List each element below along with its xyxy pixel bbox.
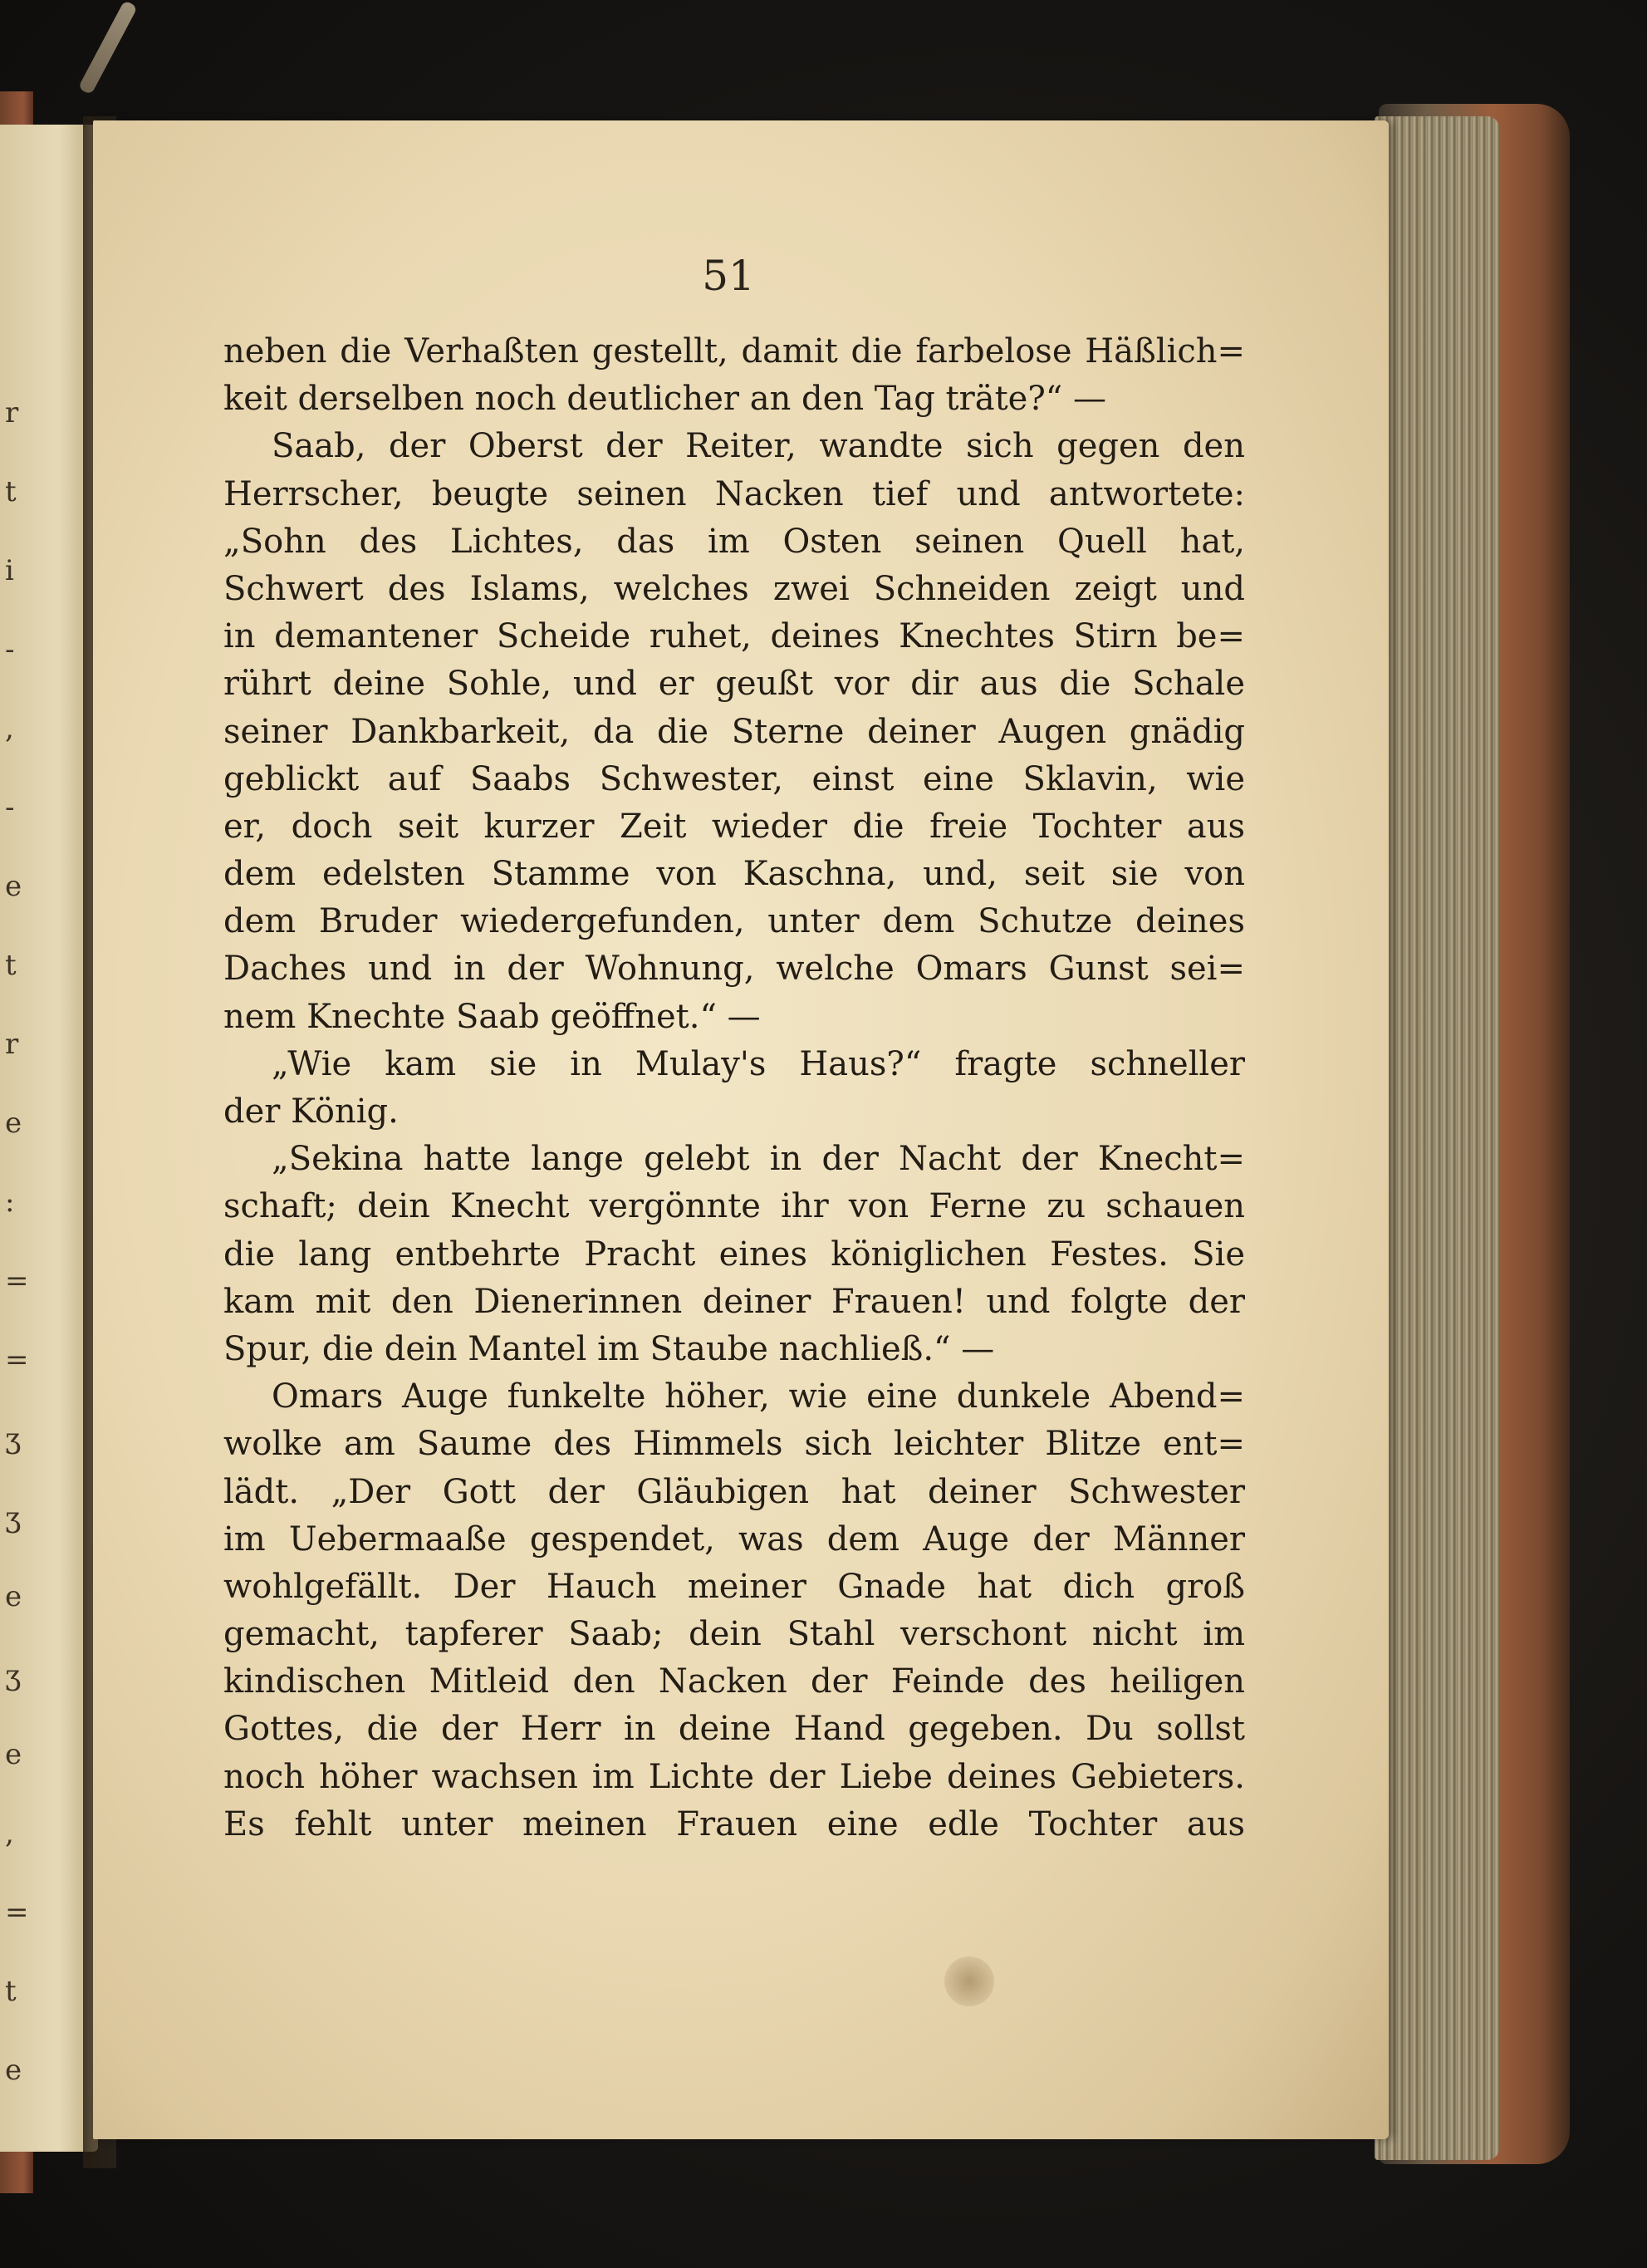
- text-line: Saab, der Oberst der Reiter, wandte sich gegen den: [272, 427, 1245, 466]
- text-line: kindischen Mitleid den Nacken der Feinde des heiligen: [223, 1662, 1245, 1701]
- left-page-fragment: ,: [5, 1817, 14, 1850]
- text-line: „Sohn des Lichtes, das im Osten seinen Quell hat,: [223, 522, 1245, 561]
- left-page-fragment: e: [5, 2054, 22, 2087]
- text-line: „Sekina hatte lange gelebt in der Nacht der Knecht=: [272, 1140, 1245, 1179]
- text-line: er, doch seit kurzer Zeit wieder die freie Tochter aus: [223, 807, 1245, 846]
- text-line: nem Knechte Saab geöffnet.“ —: [223, 997, 761, 1036]
- text-line: Herrscher, beugte seinen Nacken tief und antwortete:: [223, 474, 1245, 513]
- left-page-fragment: e: [5, 1738, 22, 1771]
- left-page-fragment: r: [5, 1028, 19, 1061]
- text-line: die lang entbehrte Pracht eines königlichen Festes. Sie: [223, 1235, 1245, 1274]
- text-line: im Uebermaaße gespendet, was dem Auge der Männer: [223, 1519, 1245, 1559]
- bookmark-string: [78, 0, 138, 95]
- text-line: Schwert des Islams, welches zwei Schneiden zeigt und: [223, 569, 1245, 608]
- book-page: [93, 120, 1389, 2139]
- body-text: [223, 328, 1245, 1848]
- left-page-fragment: ,: [5, 712, 14, 745]
- left-page-fragment: e: [5, 1107, 22, 1140]
- text-line: seiner Dankbarkeit, da die Sterne deiner Augen gnädig: [223, 712, 1245, 751]
- left-page-fragment: =: [5, 1264, 29, 1298]
- page-number: 51: [702, 252, 755, 300]
- text-line: lädt. „Der Gott der Gläubigen hat deiner Schwester: [223, 1472, 1245, 1511]
- left-page-fragment: ʒ: [5, 1659, 22, 1692]
- text-line: dem Bruder wiedergefunden, unter dem Schutze deines: [223, 902, 1245, 941]
- text-line: noch höher wachsen im Lichte der Liebe deines Gebieters.: [223, 1757, 1245, 1796]
- text-line: rührt deine Sohle, und er geußt vor dir aus die Schale: [223, 665, 1245, 704]
- left-page-fragment: r: [5, 396, 19, 430]
- text-line: in demantener Scheide ruhet, deines Knechtes Stirn be=: [223, 617, 1245, 656]
- text-line: Es fehlt unter meinen Frauen eine edle Tochter aus: [223, 1804, 1245, 1843]
- left-page-fragment: t: [5, 1975, 17, 2008]
- left-page-fragment: ʒ: [5, 1422, 22, 1456]
- left-page-fragment: :: [5, 1186, 15, 1219]
- text-line: kam mit den Dienerinnen deiner Frauen! und folgte der: [223, 1282, 1245, 1321]
- left-page-fragment: =: [5, 1343, 29, 1377]
- text-line: Daches und in der Wohnung, welche Omars Gunst sei=: [223, 950, 1245, 989]
- text-line: geblickt auf Saabs Schwester, einst eine Sklavin, wie: [223, 759, 1245, 798]
- text-line: der König.: [223, 1092, 399, 1131]
- left-page-fragment: -: [5, 633, 15, 666]
- text-line: neben die Verhaßten gestellt, damit die farbelose Häßlich=: [223, 332, 1245, 371]
- left-page-fragment: i: [5, 554, 14, 587]
- text-line: Omars Auge funkelte höher, wie eine dunkele Abend=: [272, 1377, 1245, 1416]
- left-page-fragment: e: [5, 870, 22, 903]
- text-line: wolke am Saume des Himmels sich leichter Blitze ent=: [223, 1425, 1245, 1464]
- left-page-fragment: ʒ: [5, 1501, 22, 1534]
- left-page-fragment: t: [5, 949, 17, 982]
- text-line: keit derselben noch deutlicher an den Tag träte?“ —: [223, 380, 1106, 419]
- paper-stain: [944, 1956, 994, 2006]
- left-page-fragment: e: [5, 1580, 22, 1613]
- text-line: Gottes, die der Herr in deine Hand gegeben. Du sollst: [223, 1710, 1245, 1749]
- text-line: gemacht, tapferer Saab; dein Stahl verschont nicht im: [223, 1615, 1245, 1654]
- left-page-fragment: t: [5, 475, 17, 508]
- previous-page-text-fragments: [0, 125, 29, 2152]
- text-line: schaft; dein Knecht vergönnte ihr von Ferne zu schauen: [223, 1187, 1245, 1226]
- text-line: dem edelsten Stamme von Kaschna, und, seit sie von: [223, 855, 1245, 894]
- text-line: Spur, die dein Mantel im Staube nachließ.“ —: [223, 1329, 995, 1368]
- left-page-fragment: =: [5, 1896, 29, 1929]
- text-line: „Wie kam sie in Mulay's Haus?“ fragte schneller: [272, 1044, 1245, 1083]
- text-line: wohlgefällt. Der Hauch meiner Gnade hat dich groß: [223, 1567, 1245, 1606]
- left-page-fragment: -: [5, 791, 15, 824]
- page-block-edges: [1375, 116, 1499, 2160]
